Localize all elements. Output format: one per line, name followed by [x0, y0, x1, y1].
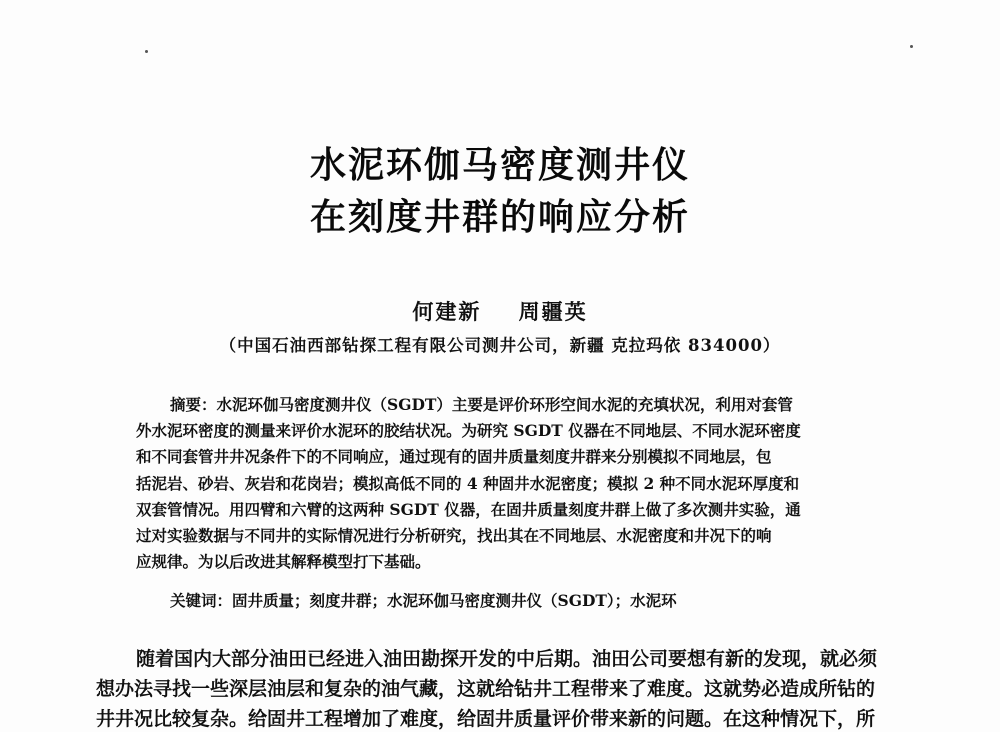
abstract-line: 过对实验数据与不同井的实际情况进行分析研究，找出其在不同地层、水泥密度和井况下的响 — [136, 526, 772, 546]
body-line: 想办法寻找一些深层油层和复杂的油气藏，这就给钻井工程带来了难度。这就势必造成所钻的 — [96, 678, 876, 700]
scan-speck — [910, 45, 913, 48]
abstract-line: 摘要：水泥环伽马密度测井仪（SGDT）主要是评价环形空间水泥的充填状况，利用对套管 — [170, 395, 793, 414]
body-line: 随着国内大部分油田已经进入油田勘探开发的中后期。油田公司要想有新的发现，就必须 — [136, 648, 878, 670]
body-paragraph — [96, 644, 912, 734]
abstract-line: 应规律。为以后改进其解释模型打下基础。 — [136, 552, 431, 572]
paper-title — [0, 140, 1000, 244]
scan-speck — [145, 50, 148, 53]
abstract — [136, 392, 866, 575]
keywords-text: 固井质量；刻度井群；水泥环伽马密度测井仪（SGDT）；水泥环 — [232, 591, 677, 610]
author-affiliation: （中国石油西部钻探工程有限公司测井公司，新疆 克拉玛依 834000） — [219, 336, 781, 355]
title-line-2: 在刻度井群的响应分析 — [309, 197, 690, 238]
author-name: 周疆英 — [518, 299, 588, 324]
abstract-line: 外水泥环密度的测量来评价水泥环的胶结状况。为研究 SGDT 仪器在不同地层、不同水泥环密度 — [136, 421, 801, 441]
body-line: 井井况比较复杂。给固井工程增加了难度，给固井质量评价带来新的问题。在这种情况下，所 — [96, 708, 876, 730]
author-list — [0, 296, 1000, 326]
keywords — [170, 589, 677, 611]
abstract-label: 摘要： — [170, 396, 217, 414]
keywords-label: 关键词： — [170, 592, 233, 610]
author-name: 何建新 — [412, 299, 482, 324]
abstract-line: 双套管情况。用四臂和六臂的这两种 SGDT 仪器，在固井质量刻度井群上做了多次测井实验，通 — [136, 499, 801, 519]
abstract-line: 括泥岩、砂岩、灰岩和花岗岩；模拟高低不同的 4 种固井水泥密度；模拟 2 种不同水泥环厚度和 — [136, 473, 800, 493]
title-line-1: 水泥环伽马密度测井仪 — [309, 145, 690, 186]
abstract-line: 和不同套管井井况条件下的不同响应，通过现有的固井质量刻度井群来分别模拟不同地层，包 — [136, 447, 772, 467]
